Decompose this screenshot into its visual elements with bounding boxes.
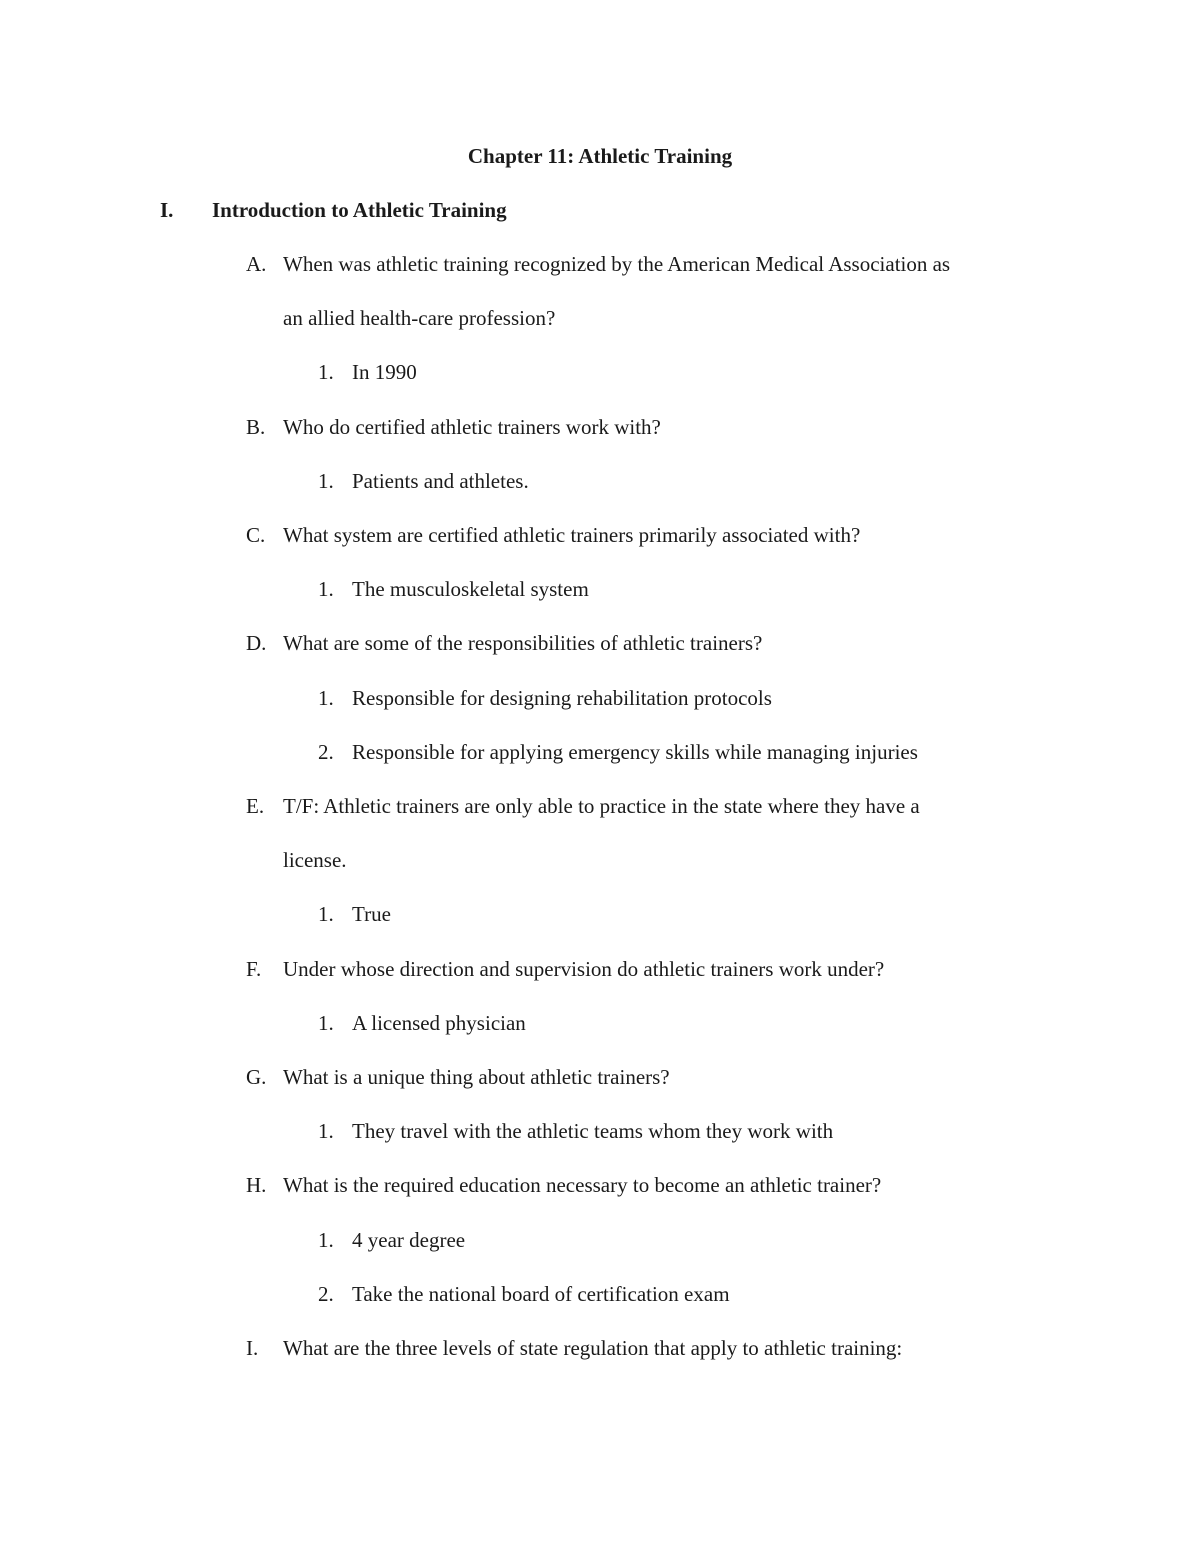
answer-item: [318, 358, 417, 386]
answer-text: In 1990: [352, 360, 417, 384]
question-text: Who do certified athletic trainers work with?: [283, 415, 661, 439]
answer-item: [318, 738, 918, 766]
answer-number: 1.: [318, 360, 334, 384]
answer-text: True: [352, 902, 391, 926]
question-item: [246, 955, 884, 983]
answer-number: 2.: [318, 1282, 334, 1306]
answer-item: [318, 900, 391, 928]
answer-text: Responsible for designing rehabilitation protocols: [352, 686, 772, 710]
section-number: I.: [160, 198, 174, 222]
answer-item: [318, 1009, 526, 1037]
answer-item: [318, 1280, 730, 1308]
answer-number: 2.: [318, 740, 334, 764]
question-item: [246, 413, 661, 441]
question-text: What system are certified athletic trainers primarily associated with?: [283, 523, 861, 547]
question-letter: B.: [246, 415, 266, 439]
question-text-continued: license.: [283, 848, 347, 872]
answer-number: 1.: [318, 469, 334, 493]
question-item: [246, 521, 860, 549]
question-text: When was athletic training recognized by the American Medical Association as: [283, 252, 951, 276]
question-text: What are the three levels of state regulation that apply to athletic training:: [283, 1336, 903, 1360]
answer-number: 1.: [318, 686, 334, 710]
answer-text: 4 year degree: [352, 1228, 466, 1252]
question-item: [246, 1334, 902, 1362]
question-text-continued: an allied health-care profession?: [283, 306, 556, 330]
answer-text: They travel with the athletic teams whom they work with: [352, 1119, 834, 1143]
question-letter: D.: [246, 631, 267, 655]
answer-item: [318, 1117, 833, 1145]
question-item: [246, 250, 950, 278]
question-letter: F.: [246, 957, 262, 981]
question-item: [246, 1063, 670, 1091]
answer-text: Patients and athletes.: [352, 469, 529, 493]
answer-number: 1.: [318, 1119, 334, 1143]
answer-item: [318, 575, 589, 603]
answer-number: 1.: [318, 1228, 334, 1252]
section-heading: [160, 196, 507, 224]
answer-text: Take the national board of certification exam: [352, 1282, 730, 1306]
question-letter: E.: [246, 794, 265, 818]
document-title: Chapter 11: Athletic Training: [467, 144, 733, 168]
answer-item: [318, 467, 529, 495]
answer-number: 1.: [318, 902, 334, 926]
answer-text: A licensed physician: [352, 1011, 526, 1035]
question-text: Under whose direction and supervision do athletic trainers work under?: [283, 957, 885, 981]
question-text: T/F: Athletic trainers are only able to practice in the state where they have a: [283, 794, 920, 818]
question-letter: G.: [246, 1065, 267, 1089]
question-item: [246, 629, 762, 657]
answer-number: 1.: [318, 577, 334, 601]
question-letter: I.: [246, 1336, 259, 1360]
question-text: What is a unique thing about athletic trainers?: [283, 1065, 670, 1089]
question-letter: C.: [246, 523, 266, 547]
answer-item: [318, 684, 772, 712]
question-letter: A.: [246, 252, 267, 276]
question-item: [246, 792, 920, 820]
question-item: [246, 1171, 881, 1199]
answer-number: 1.: [318, 1011, 334, 1035]
answer-text: Responsible for applying emergency skills while managing injuries: [352, 740, 918, 764]
answer-text: The musculoskeletal system: [352, 577, 589, 601]
answer-item: [318, 1226, 465, 1254]
section-title: Introduction to Athletic Training: [212, 198, 507, 222]
question-text: What are some of the responsibilities of athletic trainers?: [283, 631, 763, 655]
question-letter: H.: [246, 1173, 267, 1197]
question-text: What is the required education necessary to become an athletic trainer?: [283, 1173, 882, 1197]
